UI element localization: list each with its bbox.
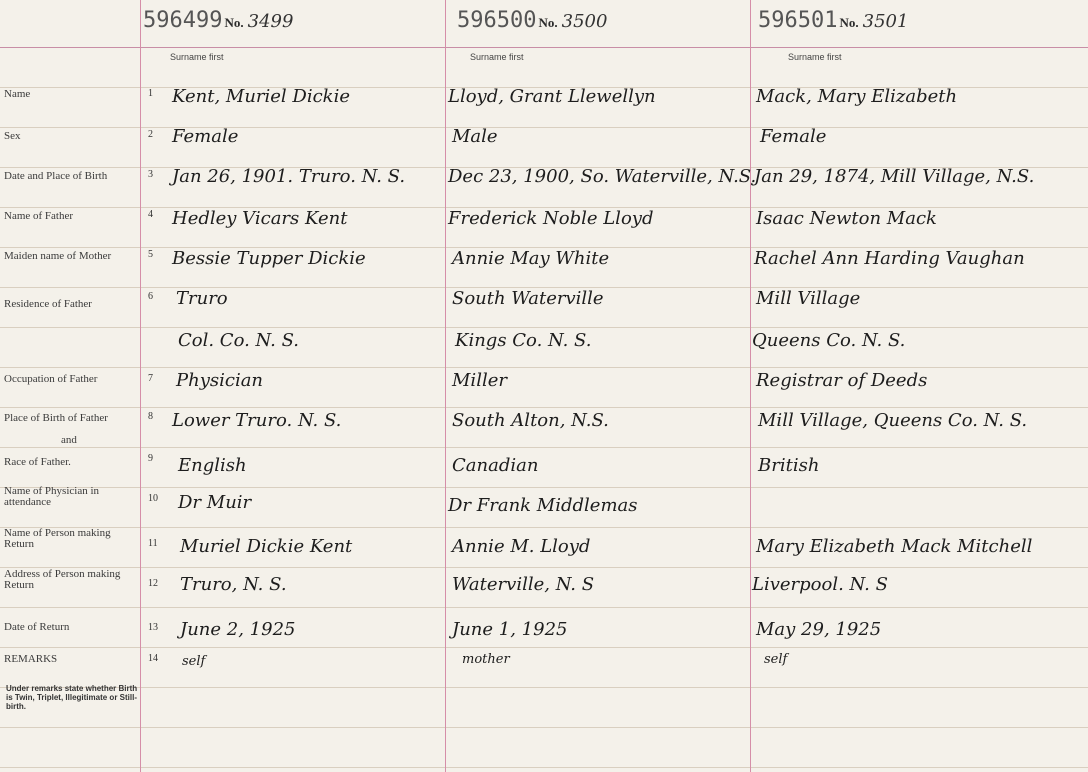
entry-address-return: Truro, N. S. — [180, 574, 287, 595]
entry-father: Hedley Vicars Kent — [172, 208, 348, 229]
row-number: 14 — [148, 653, 158, 664]
entry-father: Isaac Newton Mack — [756, 208, 937, 229]
label-father-birthplace: Place of Birth of Father — [4, 412, 108, 424]
entry-race: English — [178, 455, 247, 476]
row-number: 1 — [148, 88, 153, 99]
label-occupation: Occupation of Father — [4, 373, 98, 385]
no-label: No. — [538, 15, 558, 30]
entry-name: Mack, Mary Elizabeth — [756, 86, 958, 107]
entry-sex: Female — [760, 126, 827, 147]
no-label: No. — [224, 15, 244, 30]
entry-sex: Male — [452, 126, 498, 147]
entry-physician: Dr Frank Middlemas — [448, 495, 638, 516]
entry-father-birthplace: Lower Truro. N. S. — [172, 410, 342, 431]
entry-father-birthplace: South Alton, N.S. — [452, 410, 609, 431]
record-number: 3499 — [247, 11, 294, 32]
entry-person-return: Annie M. Lloyd — [452, 536, 591, 557]
label-residence: Residence of Father — [4, 298, 92, 310]
entry-birth: Jan 26, 1901. Truro. N. S. — [172, 166, 406, 187]
label-race: Race of Father. — [4, 456, 71, 468]
entry-occupation: Miller — [452, 370, 507, 391]
serial-number: 596501 — [758, 8, 838, 33]
remarks-note: Under remarks state whether Birth is Twin, Triplet, Illegitimate or Still-birth. — [6, 684, 138, 711]
row-number: 3 — [148, 169, 153, 180]
record-header-1 — [143, 8, 293, 33]
label-sex: Sex — [4, 130, 21, 142]
entry-date-return: June 1, 1925 — [452, 619, 568, 640]
label-remarks: REMARKS — [4, 653, 58, 665]
entry-mother: Rachel Ann Harding Vaughan — [754, 248, 1025, 269]
row-number: 8 — [148, 411, 153, 422]
no-label: No. — [839, 15, 859, 30]
serial-number: 596500 — [457, 8, 537, 33]
row-number: 4 — [148, 209, 153, 220]
entry-birth: Dec 23, 1900, So. Waterville, N.S. — [448, 166, 757, 187]
row-number: 12 — [148, 578, 158, 589]
record-header-2 — [457, 8, 607, 33]
entry-address-return: Liverpool. N. S — [752, 574, 888, 595]
row-number: 5 — [148, 249, 153, 260]
label-father: Name of Father — [4, 210, 74, 222]
label-birth: Date and Place of Birth — [4, 170, 108, 182]
row-number: 13 — [148, 622, 158, 633]
entry-father: Frederick Noble Lloyd — [448, 208, 654, 229]
entry-occupation: Physician — [176, 370, 264, 391]
entry-residence-county: Kings Co. N. S. — [455, 330, 592, 351]
entry-father-birthplace: Mill Village, Queens Co. N. S. — [758, 410, 1028, 431]
label-name: Name — [4, 88, 31, 100]
row-number: 11 — [148, 538, 158, 549]
entry-race: British — [758, 455, 820, 476]
entry-remarks: mother — [462, 652, 510, 667]
entry-date-return: June 2, 1925 — [180, 619, 296, 640]
label-address-return: Address of Person making Return — [4, 568, 121, 591]
column-divider — [445, 0, 446, 772]
entry-residence: South Waterville — [452, 288, 604, 309]
entry-address-return: Waterville, N. S — [452, 574, 595, 595]
row-number: 7 — [148, 373, 153, 384]
entry-sex: Female — [172, 126, 239, 147]
label-mother: Maiden name of Mother — [4, 250, 112, 262]
entry-remarks: self — [764, 652, 788, 667]
column-divider — [750, 0, 751, 772]
entry-residence-county: Col. Co. N. S. — [178, 330, 299, 351]
label-date-return: Date of Return — [4, 621, 70, 633]
entry-residence-county: Queens Co. N. S. — [752, 330, 906, 351]
entry-date-return: May 29, 1925 — [756, 619, 882, 640]
entry-physician: Dr Muir — [178, 492, 252, 513]
entry-person-return: Muriel Dickie Kent — [180, 536, 353, 557]
entry-residence: Truro — [176, 288, 228, 309]
entry-residence: Mill Village — [756, 288, 861, 309]
row-number: 2 — [148, 129, 153, 140]
entry-person-return: Mary Elizabeth Mack Mitchell — [756, 536, 1033, 557]
surname-first-hint: Surname first — [788, 52, 842, 62]
record-number: 3501 — [862, 11, 909, 32]
record-header-3 — [758, 8, 908, 33]
column-divider — [140, 0, 141, 772]
row-number: 10 — [148, 493, 158, 504]
entry-remarks: self — [182, 654, 206, 669]
entry-occupation: Registrar of Deeds — [756, 370, 928, 391]
entry-mother: Annie May White — [452, 248, 610, 269]
label-and: and — [61, 434, 77, 446]
entry-race: Canadian — [452, 455, 539, 476]
row-number: 9 — [148, 453, 153, 464]
label-physician: Name of Physician in attendance — [4, 485, 100, 508]
entry-birth: Jan 29, 1874, Mill Village, N.S. — [754, 166, 1035, 187]
row-number: 6 — [148, 291, 153, 302]
label-person-return: Name of Person making Return — [4, 527, 111, 550]
record-number: 3500 — [561, 11, 608, 32]
surname-first-hint: Surname first — [470, 52, 524, 62]
header-divider — [0, 47, 1088, 48]
entry-name: Kent, Muriel Dickie — [172, 86, 350, 107]
surname-first-hint: Surname first — [170, 52, 224, 62]
entry-name: Lloyd, Grant Llewellyn — [448, 86, 656, 107]
serial-number: 596499 — [143, 8, 223, 33]
entry-mother: Bessie Tupper Dickie — [172, 248, 366, 269]
